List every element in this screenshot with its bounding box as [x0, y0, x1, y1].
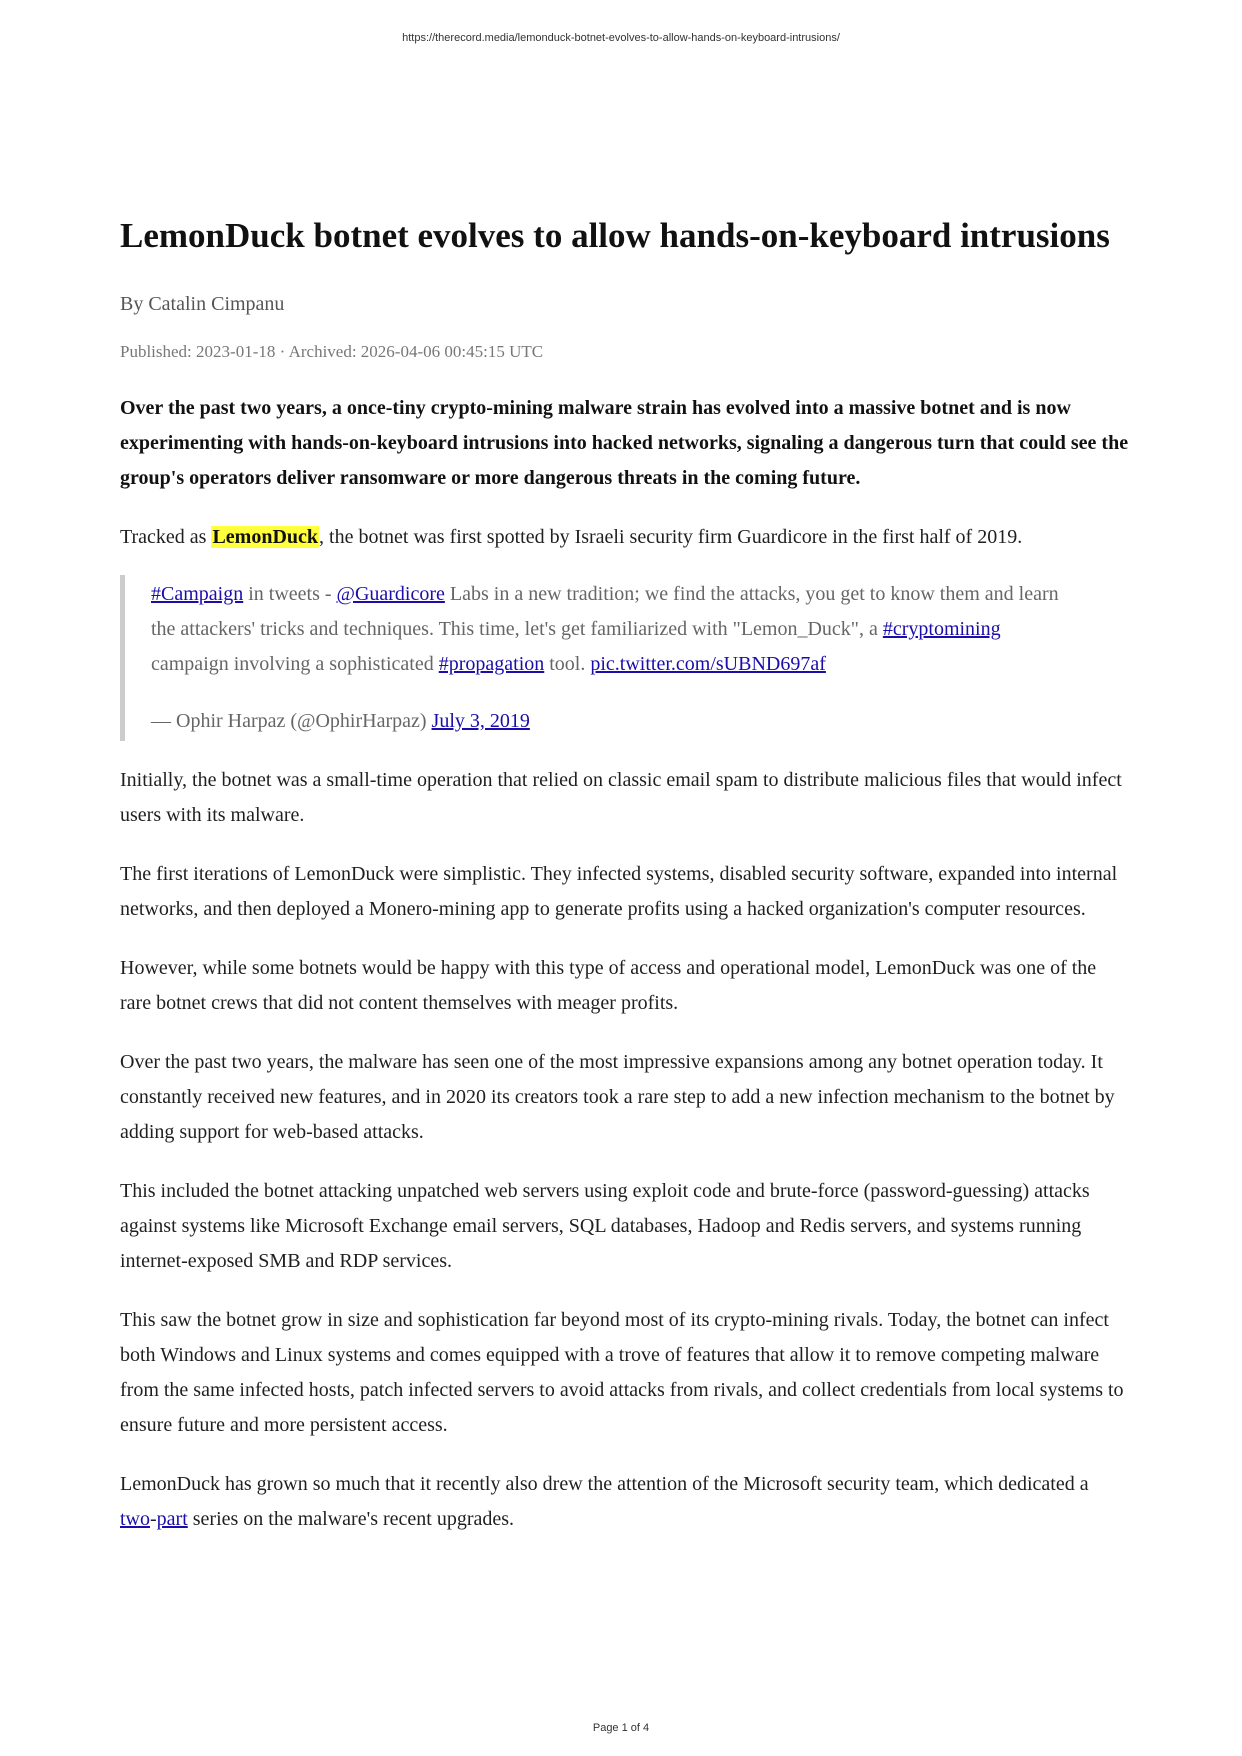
highlighted-term: LemonDuck [212, 526, 319, 548]
tweet-text-segment: in tweets - [243, 583, 337, 605]
paragraph-text: Tracked as [120, 526, 212, 548]
paragraph-microsoft [120, 1467, 1130, 1537]
paragraph-text: , the botnet was first spotted by Israeli security firm Guardicore in the first half of 2019. [319, 526, 1023, 548]
article-lead: Over the past two years, a once-tiny crypto-mining malware strain has evolved into a massive botnet and is now experimenting with hands-on-keyboard intrusions into hacked networks, signaling a dangerous turn that could see the group's operators deliver ransomware or more dangerous threats in the coming future. [120, 397, 1129, 489]
tweet-date-link[interactable]: July 3, 2019 [431, 710, 530, 732]
paragraph-first-iterations: The first iterations of LemonDuck were simplistic. They infected systems, disabled security software, expanded into internal networks, and then deployed a Monero-mining app to generate profits using a hacked organization's computer resources. [120, 863, 1118, 920]
paragraph-tracked-as [120, 520, 1130, 555]
tweet-text-segment: Labs in a new tradition; we find the attacks, you get to know them and learn the attackers' tricks and techniques. This time, let's get familiarized with "Lemon_Duck", a [151, 583, 1059, 640]
two-link[interactable]: two [120, 1508, 150, 1530]
paragraph-past-two-years: Over the past two years, the malware has seen one of the most impressive expansions among any botnet operation today. It constantly received new features, and in 2020 its creators took a rare step to add a new infection mechanism to the botnet by adding support for web-based attacks. [120, 1051, 1115, 1143]
article-byline: By Catalin Cimpanu [120, 293, 285, 315]
hashtag-cryptomining-link[interactable]: #cryptomining [882, 618, 1001, 640]
article-body [120, 391, 1130, 1561]
mention-guardicore-link[interactable]: @Guardicore [336, 583, 445, 605]
paragraph-text: series on the malware's recent upgrades. [187, 1508, 515, 1530]
page-url-header: https://therecord.media/lemonduck-botnet-evolves-to-allow-hands-on-keyboard-intrusions/ [402, 32, 840, 44]
tweet-text [151, 577, 1070, 682]
dash-separator: - [150, 1508, 157, 1530]
paragraph-however: However, while some botnets would be happy with this type of access and operational model, LemonDuck was one of the rare botnet crews that did not content themselves with meager profits. [120, 957, 1097, 1014]
part-link[interactable]: part [156, 1508, 188, 1530]
page-number-footer: Page 1 of 4 [592, 1722, 650, 1734]
tweet-pic-link[interactable]: pic.twitter.com/sUBND697af [590, 653, 826, 675]
paragraph-text: LemonDuck has grown so much that it recently also drew the attention of the Microsoft security team, which dedicated a [120, 1473, 1089, 1495]
hashtag-campaign-link[interactable]: #Campaign [151, 583, 244, 605]
article-meta: Published: 2023-01-18 · Archived: 2026-04-06 00:45:15 UTC [120, 342, 544, 361]
paragraph-included: This included the botnet attacking unpatched web servers using exploit code and brute-force (password-guessing) attacks against systems like Microsoft Exchange email servers, SQL databases, Hadoop and Redis servers, and systems running internet-exposed SMB and RDP services. [120, 1180, 1090, 1272]
tweet-text-segment: tool. [544, 653, 591, 675]
tweet-attribution [151, 704, 1070, 739]
hashtag-propagation-link[interactable]: #propagation [438, 653, 545, 675]
paragraph-initially: Initially, the botnet was a small-time operation that relied on classic email spam to distribute malicious files that would infect users with its malware. [120, 769, 1122, 826]
article-title: LemonDuck botnet evolves to allow hands-on-keyboard intrusions [120, 216, 1110, 255]
tweet-text-segment: campaign involving a sophisticated [151, 653, 439, 675]
embedded-tweet [120, 575, 1130, 741]
paragraph-grow: This saw the botnet grow in size and sophistication far beyond most of its crypto-mining rivals. Today, the botnet can infect both Windows and Linux systems and comes equipped with a trove of features that allow it to remove competing malware from the same infected hosts, patch infected servers to avoid attacks from rivals, and collect credentials from local systems to ensure future and more persistent access. [120, 1309, 1124, 1436]
tweet-author: — Ophir Harpaz (@OphirHarpaz) [151, 710, 432, 732]
